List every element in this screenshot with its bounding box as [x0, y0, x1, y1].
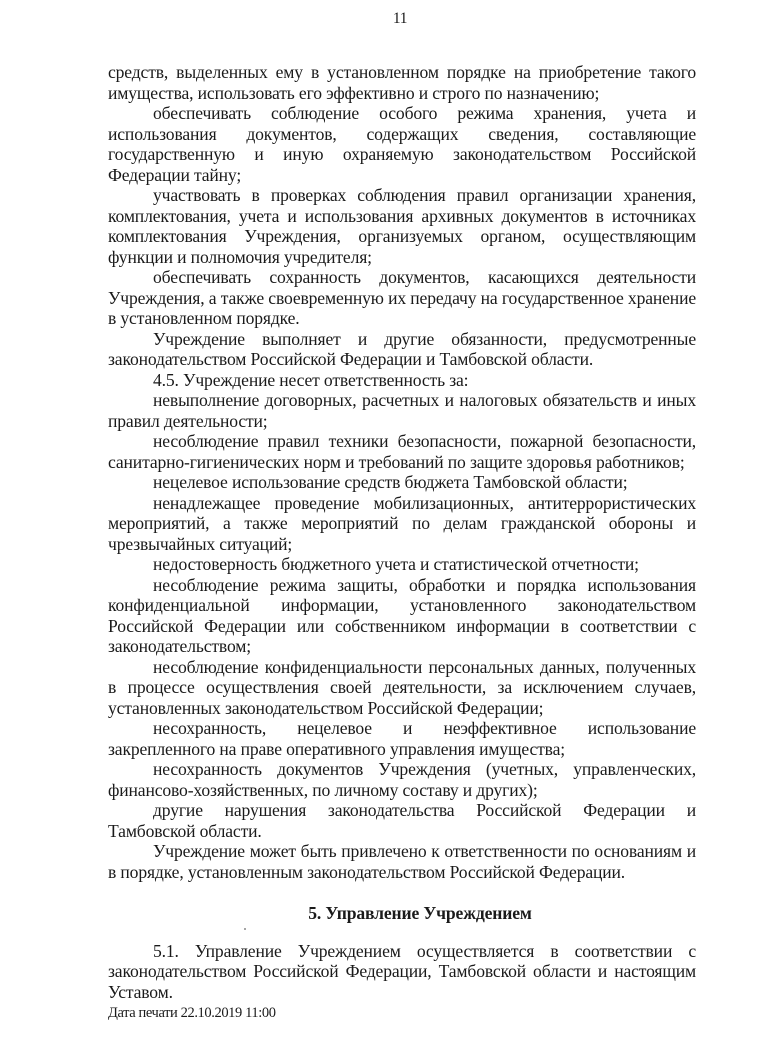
liability-item: несоблюдение режима защиты, обработки и порядка использования конфиденциальной информации, установленного законодательством Российской Федерации или собственником информации в соответствии с законодательством; [108, 574, 696, 656]
liability-basis-paragraph: Учреждение может быть привлечено к ответственности по основаниям и в порядке, установленным законодательством Российской Федерации. [108, 841, 696, 882]
paragraph-continuation: средств, выделенных ему в установленном порядке на приобретение такого имущества, использовать его эффективно и строго по назначению; [108, 62, 696, 103]
paragraph-duty-document-safety: обеспечивать сохранность документов, касающихся деятельности Учреждения, а также своевременную их передачу на государственное хранение в установленном порядке. [108, 267, 696, 328]
liability-item: недостоверность бюджетного учета и статистической отчетности; [153, 554, 639, 574]
paragraph-duty-archive-inspections: участвовать в проверках соблюдения правил организации хранения, комплектования, учета и использования архивных документов в источниках комплектования Учреждения, организуемых органом, осуществляющим функции и полномочия учредителя; [108, 185, 696, 267]
liability-item: другие нарушения законодательства Российской Федерации и Тамбовской области. [108, 800, 696, 841]
clause-5-1-paragraph: 5.1. Управление Учреждением осуществляется в соответствии с законодательством Российской Федерации, Тамбовской области и настоящим Уставом. [108, 940, 696, 1002]
liability-item: ненадлежащее проведение мобилизационных, антитеррористических мероприятий, а также мероприятий по делам гражданской обороны и чрезвычайных ситуаций; [108, 492, 696, 554]
liability-item: несоблюдение конфиденциальности персональных данных, полученных в процессе осуществления своей деятельности, за исключением случаев, установленных законодательством Российской Федерации; [108, 656, 696, 718]
liability-item: нецелевое использование средств бюджета Тамбовской области; [153, 472, 628, 492]
liability-item: несоблюдение правил техники безопасности, пожарной безопасности, санитарно-гигиенических норм и требований по защите здоровья работников; [108, 431, 696, 472]
liability-item: несохранность документов Учреждения (учетных, управленческих, финансово-хозяйственных, по личному составу и других); [108, 759, 696, 800]
scan-speck [244, 928, 246, 930]
clause-4-5-heading: 4.5. Учреждение несет ответственность за: [153, 369, 469, 390]
section-heading: 5. Управление Учреждением [308, 903, 532, 923]
liability-item: невыполнение договорных, расчетных и налоговых обязательств и иных правил деятельности; [108, 390, 696, 431]
paragraph-other-duties: Учреждение выполняет и другие обязанности, предусмотренные законодательством Российской Федерации и Тамбовской области. [108, 328, 696, 369]
paragraph-duty-secrecy: обеспечивать соблюдение особого режима хранения, учета и использования документов, содержащих сведения, составляющие государственную и иную охраняемую законодательством Российской Федерации тайну; [108, 103, 696, 185]
liability-item: несохранность, нецелевое и неэффективное использование закрепленного на праве оперативного управления имущества; [108, 718, 696, 759]
page-number: 11 [392, 10, 408, 27]
print-date: Дата печати 22.10.2019 11:00 [108, 1005, 276, 1021]
document-body [108, 62, 696, 1002]
